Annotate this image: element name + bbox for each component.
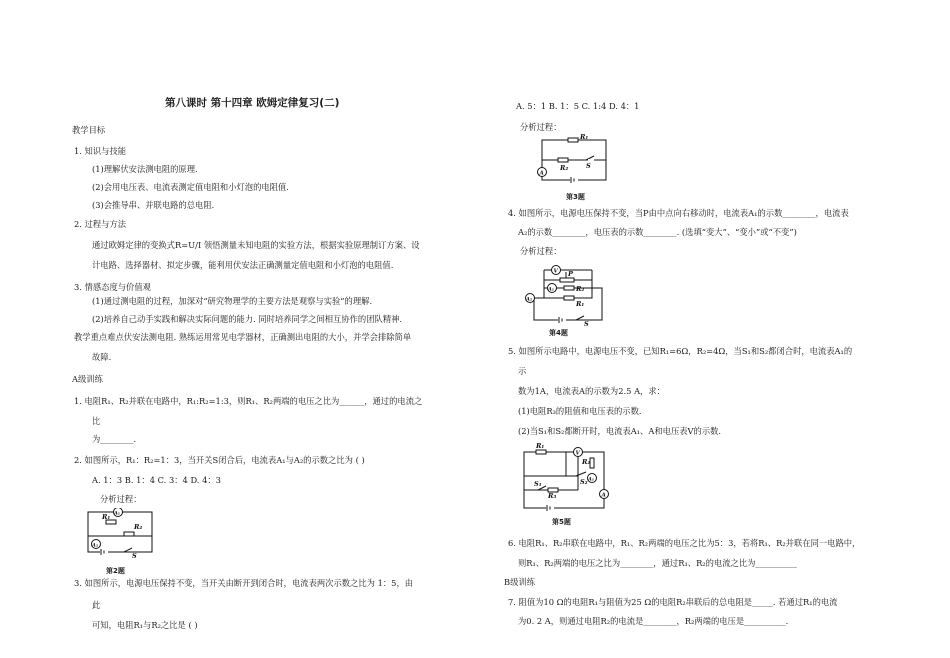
figure-caption: 第2题: [106, 567, 125, 575]
label-a1: A₁: [588, 476, 595, 483]
list-item: (2)培养自己动手实践和解决实际问题的能力. 同时培养同学之间相互协作的团队精神.: [92, 314, 403, 324]
question-7-cont: 为0. 2 A，则通过电阻R₂的电流是________，R₂两端的电压是__________.: [518, 616, 789, 626]
analysis-label: 分析过程：: [100, 494, 142, 504]
figure-caption: 第5题: [552, 518, 571, 526]
label-r2: R₂: [134, 523, 143, 531]
list-item: (2)当S₁和S₂都断开时，电流表A₁、A和电压表V的示数.: [518, 426, 722, 436]
question-2-options: A. 1：3 B. 1：4 C. 3：4 D. 4：3: [92, 475, 221, 485]
label-s: S: [132, 552, 137, 560]
label-s2: S₂: [580, 478, 588, 486]
paragraph-line: 通过欧姆定律的变换式R=U/I 领悟测量未知电阻的实验方法，根据实验原理制订方案、设: [92, 240, 420, 250]
list-item: (1)通过测电阻的过程，加深对“研究物理学的主要方法是观察与实验”的理解.: [92, 296, 373, 306]
question-3-cont: 此: [92, 600, 101, 610]
question-4: 4. 如图所示，电源电压保持不变，当P由中点向右移动时，电流表A₁的示数________，电流表: [508, 208, 849, 218]
label-v: V: [575, 450, 580, 457]
question-5: 5. 如图所示电路中，电源电压不变，已知R₁=6Ω，R₂=4Ω，当S₁和S₂都闭合时，电流表A₁的: [508, 346, 853, 356]
list-item: (3)会推导串、并联电路的总电阻.: [92, 200, 215, 210]
label-p: P: [568, 270, 573, 278]
question-1: 1. 电阻R₁、R₂并联在电路中，R₁:R₂=1:3，则R₁、R₂两端的电压之比为______，通过的电流之: [74, 396, 423, 406]
label-r1: R₁: [576, 300, 585, 308]
section-heading: 3. 情感态度与价值观: [74, 282, 151, 292]
paragraph-line: 教学重点难点伏安法测电阻. 熟练运用常见电学器材，正确测出电阻的大小，并学会排除简单: [74, 332, 412, 342]
label-s: S: [586, 162, 591, 170]
label-r2: R₂: [560, 164, 569, 172]
question-3: 3. 如图所示，电源电压保持不变，当开关由断开到闭合时，电流表两次示数之比为 1：5，由: [74, 578, 414, 588]
lesson-title: 第八课时 第十四章 欧姆定律复习(二): [165, 97, 340, 109]
level-heading: A级训练: [72, 374, 103, 384]
question-2: 2. 如图所示，R₁：R₂=1：3，当开关S闭合后，电流表A₁与A₂的示数之比为 ( ): [74, 455, 365, 465]
label-r2: R₂: [576, 285, 585, 293]
paragraph-line: 故障.: [92, 352, 112, 362]
circuit-figure-5: [520, 440, 612, 514]
section-heading: 1. 知识与技能: [74, 146, 127, 156]
label-a: A: [601, 492, 606, 499]
question-7: 7. 阻值为10 Ω的电阻R₁与阻值为25 Ω的电阻R₂串联后的总电阻是_____. 若通过R₁的电流: [508, 597, 838, 607]
level-heading: B级训练: [504, 577, 535, 587]
paragraph-line: 计电路、选择器材、拟定步骤，能利用伏安法正确测量定值电阻和小灯泡的电阻值.: [92, 260, 394, 270]
label-a1: A₁: [114, 510, 121, 517]
label-r3: R₃: [548, 492, 557, 500]
label-a2: A₂: [526, 296, 533, 303]
circuit-figure-4: [520, 258, 612, 326]
label-a2: A₂: [92, 542, 99, 549]
question-1-cont: 为________.: [92, 434, 137, 444]
label-r1: R₁: [536, 442, 545, 450]
question-1-cont: 比: [92, 416, 101, 426]
circuit-figure-2: [80, 508, 160, 566]
question-6: 6. 电阻R₁、R₂串联在电路中，R₁、R₂两端的电压之比为5：3，若将R₁、R₂并联在同一电路中，: [508, 538, 861, 548]
figure-caption: 第4题: [549, 329, 568, 337]
list-item: (1)理解伏安法测电阻的原理.: [92, 164, 198, 174]
label-r2: R₂: [582, 458, 591, 466]
question-6-cont: 则R₁、R₂两端的电压之比为________，通过R₁、R₂的电流之比为__________: [518, 558, 797, 568]
list-item: (1)电阻R₃的阻值和电压表的示数.: [518, 406, 642, 416]
label-r1: R₁: [580, 134, 589, 141]
question-5-cont: 示: [518, 366, 527, 376]
objectives-heading: 教学目标: [72, 125, 106, 135]
label-s: S: [584, 320, 589, 326]
question-5-cont: 数为1A，电流表A的示数为2.5 A，求：: [518, 386, 665, 396]
label-a1: A₁: [548, 286, 555, 293]
question-3-options: A. 5：1 B. 1：5 C. 1:4 D. 4：1: [516, 101, 640, 111]
question-3-cont: 可知，电阻R₁与R₂之比是 ( ): [92, 620, 198, 630]
analysis-label: 分析过程：: [520, 122, 562, 132]
question-4-cont: A₂的示数________，电压表的示数________. (选填“变大”、“变小”或“不变”): [518, 227, 797, 237]
list-item: (2)会用电压表、电流表测定值电阻和小灯泡的电阻值.: [92, 182, 289, 192]
analysis-label: 分析过程：: [520, 246, 562, 256]
label-r1: R₁: [102, 513, 111, 521]
circuit-figure-3: [520, 134, 612, 186]
label-s1: S₁: [534, 480, 542, 488]
section-heading: 2. 过程与方法: [74, 219, 127, 229]
label-a: A: [539, 170, 544, 177]
label-v: V: [553, 268, 558, 275]
figure-caption: 第3题: [566, 193, 585, 201]
